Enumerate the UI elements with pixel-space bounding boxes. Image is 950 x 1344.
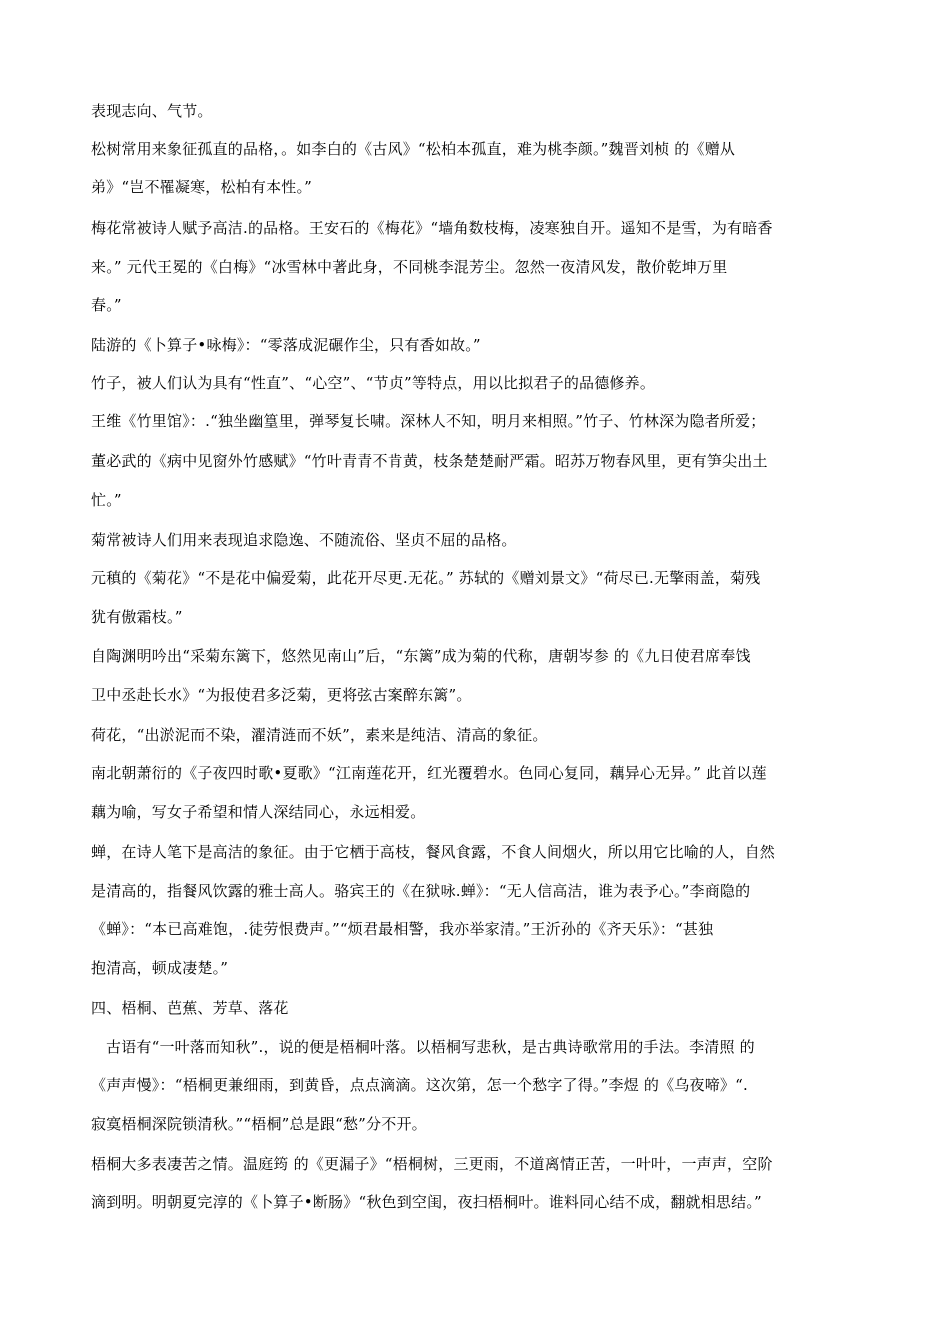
- text-line: 梅花常被诗人赋予高洁.的品格。王安石的《梅花》“墙角数枝梅，凌寒独自开。遥知不是雪，为有暗香: [91, 219, 773, 237]
- text-line: 忙。”: [91, 491, 122, 509]
- text-line: 董必武的《病中见窗外竹感赋》“竹叶青青不肯黄，枝条楚楚耐严霜。昭苏万物春风里，更有笋尖出土: [91, 452, 768, 470]
- text-line: 《声声慢》：“梧桐更兼细雨，到黄昏，点点滴滴。这次第，怎一个愁字了得。”李煜 的《乌夜啼》“.: [91, 1076, 748, 1094]
- text-line: 卫中丞赴长水》“为报使君多泛菊，更将弦古案醉东篱”。: [91, 686, 472, 704]
- text-line: 自陶渊明吟出“采菊东篱下，悠然见南山”后，“东篱”成为菊的代称，唐朝岑参 的《九日使君席奉饯: [91, 647, 751, 665]
- text-line: 古语有“一叶落而知秋”.，说的便是梧桐叶落。以梧桐写悲秋，是古典诗歌常用的手法。李清照 的: [106, 1038, 755, 1056]
- text-line: 南北朝萧衍的《子夜四时歌•夏歌》“江南莲花开，红光覆碧水。色同心复同，藕异心无异。” 此首以莲: [91, 764, 767, 782]
- text-line: 藕为喻，写女子希望和情人深结同心，永远相爱。: [91, 803, 426, 821]
- text-line: 菊常被诗人们用来表现追求隐逸、不随流俗、坚贞不屈的品格。: [91, 531, 517, 549]
- text-line: 滴到明。明朝夏完淳的《卜算子•断肠》“秋色到空闺，夜扫梧桐叶。谁料同心结不成，翻就相思结。”: [91, 1193, 762, 1211]
- text-line: 松树常用来象征孤直的品格，。如李白的《古风》“松柏本孤直，难为桃李颜。”魏晋刘桢 的《赠从: [91, 140, 736, 158]
- text-line: 蝉，在诗人笔下是高洁的象征。由于它栖于高枝，餐风食露，不食人间烟火，所以用它比喻的人，自然: [91, 843, 776, 861]
- text-line: 陆游的《卜算子•咏梅》：“零落成泥碾作尘，只有香如故。”: [91, 336, 481, 354]
- text-line: 竹子，被人们认为具有“性直”、“心空”、“节贞”等特点，用以比拟君子的品德修养。: [91, 374, 656, 392]
- text-line: 《蝉》：“本已高难饱，.徒劳恨费声。”“烦君最相警，我亦举家清。”王沂孙的《齐天乐》：“甚独: [91, 920, 714, 938]
- text-line: 弟》“岂不罹凝寒，松柏有本性。”: [91, 178, 313, 196]
- text-line: 是清高的，指餐风饮露的雅士高人。骆宾王的《在狱咏.蝉》：“无人信高洁，谁为表予心。”李商隐的: [91, 882, 751, 900]
- text-line: 王维《竹里馆》：.“独坐幽篁里，弹琴复长啸。深林人不知，明月来相照。”竹子、竹林深为隐者所爱；: [91, 412, 766, 430]
- text-line: 寂寞梧桐深院锁清秋。”“梧桐”总是跟“愁”分不开。: [91, 1115, 427, 1133]
- text-line: 表现志向、气节。: [91, 102, 213, 120]
- section-heading: 四、梧桐、芭蕉、芳草、落花: [91, 999, 289, 1017]
- text-line: 犹有傲霜枝。”: [91, 608, 183, 626]
- text-line: 来。” 元代王冕的《白梅》“冰雪林中著此身，不同桃李混芳尘。忽然一夜清风发，散价乾坤万里: [91, 258, 728, 276]
- text-line: 抱清高，顿成凄楚。”: [91, 959, 229, 977]
- text-line: 荷花，“出淤泥而不染，濯清涟而不妖”，素来是纯洁、清高的象征。: [91, 726, 548, 744]
- text-line: 春。”: [91, 296, 122, 314]
- text-line: 梧桐大多表凄苦之情。温庭筠 的《更漏子》“梧桐树，三更雨，不道离情正苦，一叶叶，一声声，空阶: [91, 1155, 773, 1173]
- text-line: 元稹的《菊花》“不是花中偏爱菊，此花开尽更.无花。” 苏轼的《赠刘景文》“荷尽已.无擎雨盖，菊残: [91, 569, 761, 587]
